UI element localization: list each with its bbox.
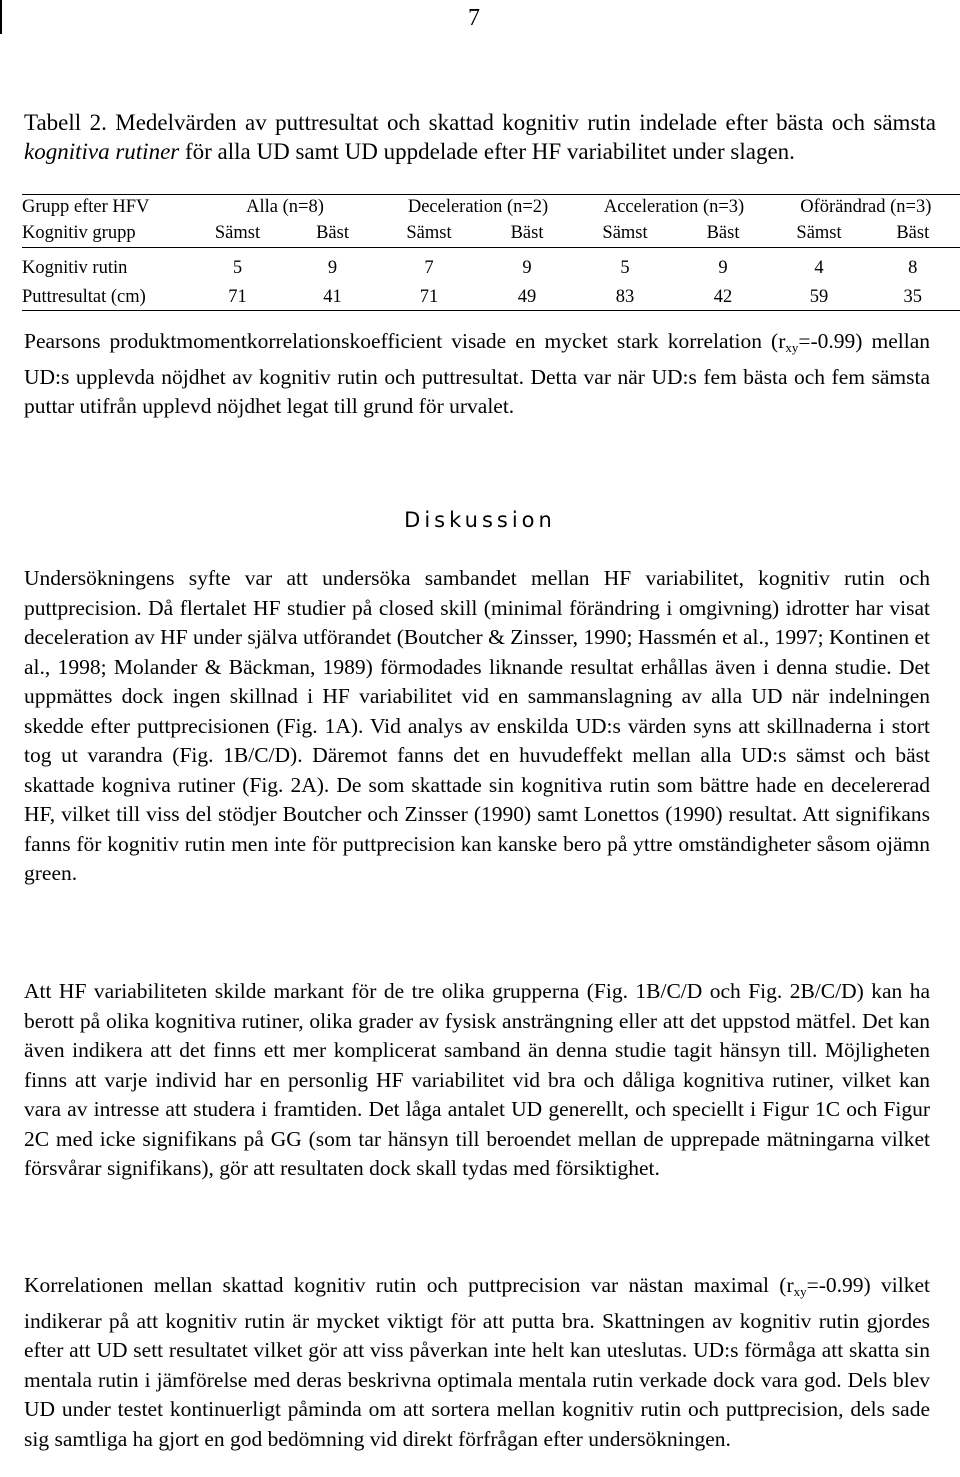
subheader-cell: Sämst	[380, 220, 478, 248]
row-label: Puttresultat (cm)	[22, 284, 190, 311]
subheader-cell: Bäst	[866, 220, 960, 248]
table-cell: 42	[674, 284, 772, 311]
subheader-cell: Sämst	[576, 220, 674, 248]
page-number: 7	[468, 5, 480, 31]
group-header: Acceleration (n=3)	[576, 195, 772, 221]
table-cell: 9	[522, 257, 532, 278]
table-row	[22, 248, 960, 285]
margin-bar	[0, 0, 2, 34]
corner-header: Grupp efter HFV	[22, 195, 190, 221]
table-cell: 9	[327, 257, 338, 278]
table-cell: 41	[285, 284, 380, 311]
subheader-cell: Bäst	[285, 220, 380, 248]
subheader-cell: Bäst	[478, 220, 576, 248]
paragraph-text: Pearsons produktmomentkorrelationskoefficient visade en mycket stark korrelation (r	[24, 329, 786, 353]
caption-text-2: för alla UD samt UD uppdelade efter HF variabilitet under slagen.	[179, 139, 795, 164]
table-cell: 5	[232, 257, 243, 278]
corner-subheader: Kognitiv grupp	[22, 220, 190, 248]
group-header: Deceleration (n=2)	[380, 195, 576, 221]
subheader-cell: Bäst	[674, 220, 772, 248]
group-header: Alla (n=8)	[190, 195, 380, 221]
table-cell: 35	[866, 284, 960, 311]
paragraph-correlation	[24, 327, 930, 422]
table-cell: 7	[424, 257, 434, 278]
table-cell: 59	[772, 284, 866, 311]
table-group-header-row	[22, 195, 960, 221]
table-cell: 71	[190, 284, 285, 311]
paragraph-text: =-0.99) vilket indikerar på att kognitiv rutin är mycket viktigt för att putta bra. Skattningen av kognitiv rutin gjordes efter att UD sett resultatet vilket gör att viss påverkan inte helt kan uteslutas. UD:s förmåga att skatta sin mentala rutin i jämförelse med deras beskrivna optimala mentala rutin verkade dock vara god. Dels blev UD under testet kontinuerligt påminda om att sortera mellan kognitiv rutin och puttprecision, dels sade sig samtliga ha gjort en god bedömning vid direkt förfrågan efter undersökningen.	[24, 1273, 930, 1451]
caption-text-1: Tabell 2. Medelvärden av puttresultat och skattad kognitiv rutin indelade efter bästa och sämsta	[24, 110, 936, 135]
subheader-cell: Sämst	[190, 220, 285, 248]
subheader-cell: Sämst	[772, 220, 866, 248]
table-cell: 71	[380, 284, 478, 311]
table-cell: 9	[718, 257, 728, 278]
subscript-xy: xy	[785, 340, 799, 355]
table-row	[22, 284, 960, 311]
subscript-xy: xy	[793, 1284, 807, 1299]
table-cell: 8	[866, 248, 960, 285]
table-cell: 49	[478, 284, 576, 311]
paragraph-discussion-3	[24, 1271, 930, 1454]
table-subheader-row	[22, 220, 960, 248]
group-header: Oförändrad (n=3)	[772, 195, 960, 221]
section-heading: Diskussion	[404, 508, 556, 532]
paragraph-text: =-0.99) mellan UD:s upplevda nöjdhet av kognitiv rutin och puttresultat. Detta var när UD:s fem bästa och fem sämsta puttar utifrån upplevd nöjdhet legat till grund för urvalet.	[24, 329, 930, 418]
table-cell: 83	[576, 284, 674, 311]
table-caption	[24, 108, 936, 166]
paragraph-text: Korrelationen mellan skattad kognitiv rutin och puttprecision var nästan maximal (r	[24, 1273, 794, 1297]
paragraph-discussion-1: Undersökningens syfte var att undersöka sambandet mellan HF variabilitet, kognitiv rutin och puttprecision. Då flertalet HF studier på closed skill (minimal förändring i omgivning) idrotter har visat deceleration av HF under själva utförandet (Boutcher & Zinsser, 1990; Hassmén et al., 1997; Kontinen et al., 1998; Molander & Bäckman, 1989) förmodades liknande resultat erhållas även i denna studie. Det uppmättes dock ingen skillnad i HF variabilitet vid en sammanslagning av alla UD när indelningen skedde efter puttprecisionen (Fig. 1A). Vid analys av enskilda UD:s värden syns att skillnaderna i stort tog ut varandra (Fig. 1B/C/D). Däremot fanns det en huvudeffekt mellan alla UD:s sämst och bäst skattade kogniva rutiner (Fig. 2A). De som skattade sin kognitiva rutin som bättre hade en decelererad HF, vilket till viss del stödjer Boutcher och Zinsser (1990) samt Lonettos (1990) resultat. Att signifikans fanns för kognitiv rutin men inte för puttprecision kan kanske bero på yttre omständigheter såsom ojämn green.	[24, 566, 930, 885]
table-cell: 5	[620, 257, 630, 278]
table-cell: 4	[814, 257, 824, 278]
paragraph-discussion-2: Att HF variabiliteten skilde markant för de tre olika grupperna (Fig. 1B/C/D och Fig. 2B/C/D) kan ha berott på olika kognitiva rutiner, olika grader av fysisk ansträngning eller att det uppstod mätfel. Det kan även indikera att det finns ett mer komplicerat samband än denna studie tagit hänsyn till. Möjligheten finns att varje individ har en personlig HF variabilitet vid bra och dåliga kognitiva rutiner, vilket kan vara av intresse att studera i framtiden. Det låga antalet UD generellt, och speciellt i Figur 1C och Figur 2C med icke signifikans på GG (som tar hänsyn till beroendet mellan de upprepade mätningarna vilket försvårar signifikans), gör att resultaten dock skall tydas med försiktighet.	[24, 979, 930, 1180]
caption-italic: kognitiva rutiner	[24, 139, 180, 164]
row-label: Kognitiv rutin	[22, 257, 128, 278]
results-table	[22, 194, 960, 311]
